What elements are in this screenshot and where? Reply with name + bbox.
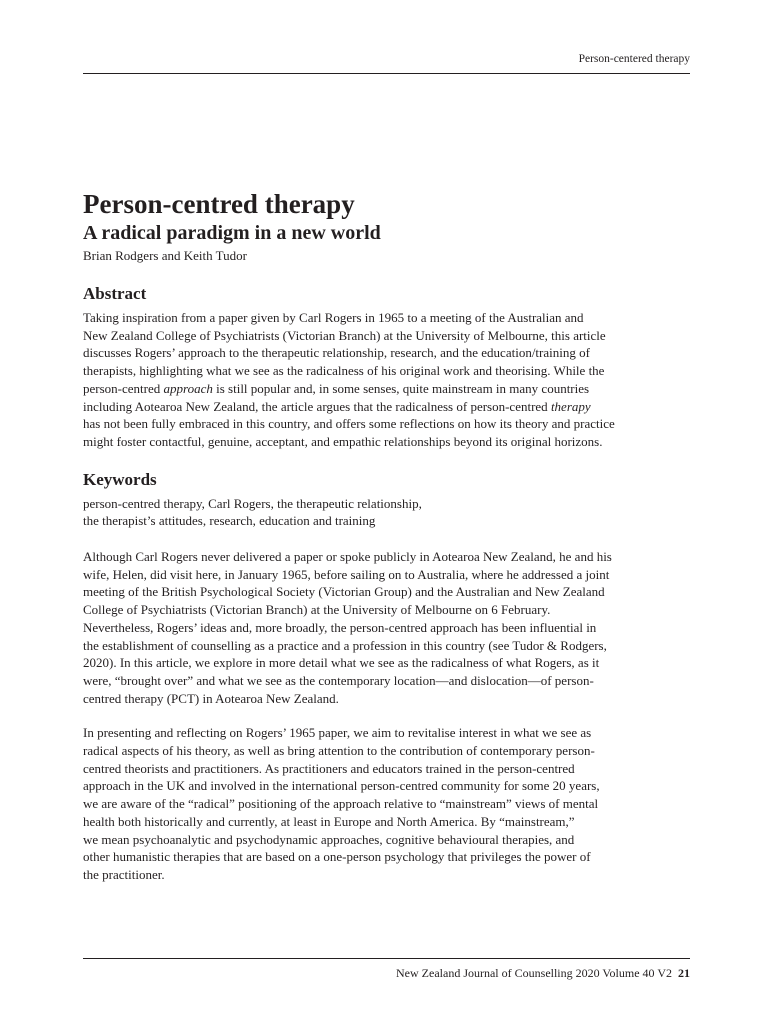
article-subtitle: A radical paradigm in a new world [83,222,381,244]
article-content [83,188,690,884]
footer-rule [83,958,690,959]
article-title: Person-centred therapy [83,189,355,219]
body-paragraph-2: In presenting and reflecting on Rogers’ 1965 paper, we aim to revitalise interest in what we see as radical aspects of his theory, as well as bring attention to the contribution of contemporary person- centred theorists and practitioners. As practitioners and educators trained in the person-centred approach in the UK and involved in the international person-centred community for some 20 years, we are aware of the “radical” positioning of the approach relative to “mainstream” views of mental health both historically and currently, at least in Europe and North America. By “mainstream,” we mean psychoanalytic and psychodynamic approaches, cognitive behavioural therapies, and other humanistic therapies that are based on a one-person psychology that privileges the power of the practitioner. [83,725,600,882]
abstract-text [83,309,690,451]
journal-citation: New Zealand Journal of Counselling 2020 Volume 40 V2 [396,966,672,980]
keywords-text: person-centred therapy, Carl Rogers, the therapeutic relationship, the therapist’s attitudes, research, education and training [83,495,422,529]
keywords-heading: Keywords [83,469,157,489]
abstract-text-part-3: has not been fully embraced in this country, and offers some reflections on how its theory and practice might foster contactful, genuine, acceptant, and empathic relationships beyond its original horizons. [83,416,615,449]
article-authors: Brian Rodgers and Keith Tudor [83,248,247,263]
abstract-text-part-2: is still popular and, in some senses, quite mainstream in many countries including Aotearoa New Zealand, the article argues that the radicalness of person-centred [83,380,590,414]
abstract-emphasis-approach: approach [163,380,213,396]
page-footer [396,966,690,981]
running-head: Person-centered therapy [578,53,690,65]
abstract-emphasis-therapy: therapy [550,398,591,414]
abstract-text-part-1: Taking inspiration from a paper given by Carl Rogers in 1965 to a meeting of the Australian and New Zealand College of Psychiatrists (Victorian Branch) at the University of Melbourne, this article discusses Rogers’ approach to the therapeutic relationship, research, and the education/training of therapists, highlighting what we see as the radicalness of his original work and theorising. While the person-centred [83,310,606,396]
header-rule [83,73,690,74]
page-number: 21 [678,966,690,980]
body-paragraph-1: Although Carl Rogers never delivered a paper or spoke publicly in Aotearoa New Zealand, he and his wife, Helen, did visit here, in January 1965, before sailing on to Australia, where he addressed a joint meeting of the British Psychological Society (Victorian Group) and the Australian and New Zealand College of Psychiatrists (Victorian Branch) at the University of Melbourne on 6 February. Nevertheless, Rogers’ ideas and, more broadly, the person-centred approach has been influential in the establishment of counselling as a practice and a profession in this country (see Tudor & Rodgers, 2020). In this article, we explore in more detail what we see as the radicalness of what Rogers, as it were, “brought over” and what we see as the contemporary location—and dislocation—of person- centred therapy (PCT) in Aotearoa New Zealand. [83,549,612,706]
abstract-heading: Abstract [83,284,147,303]
